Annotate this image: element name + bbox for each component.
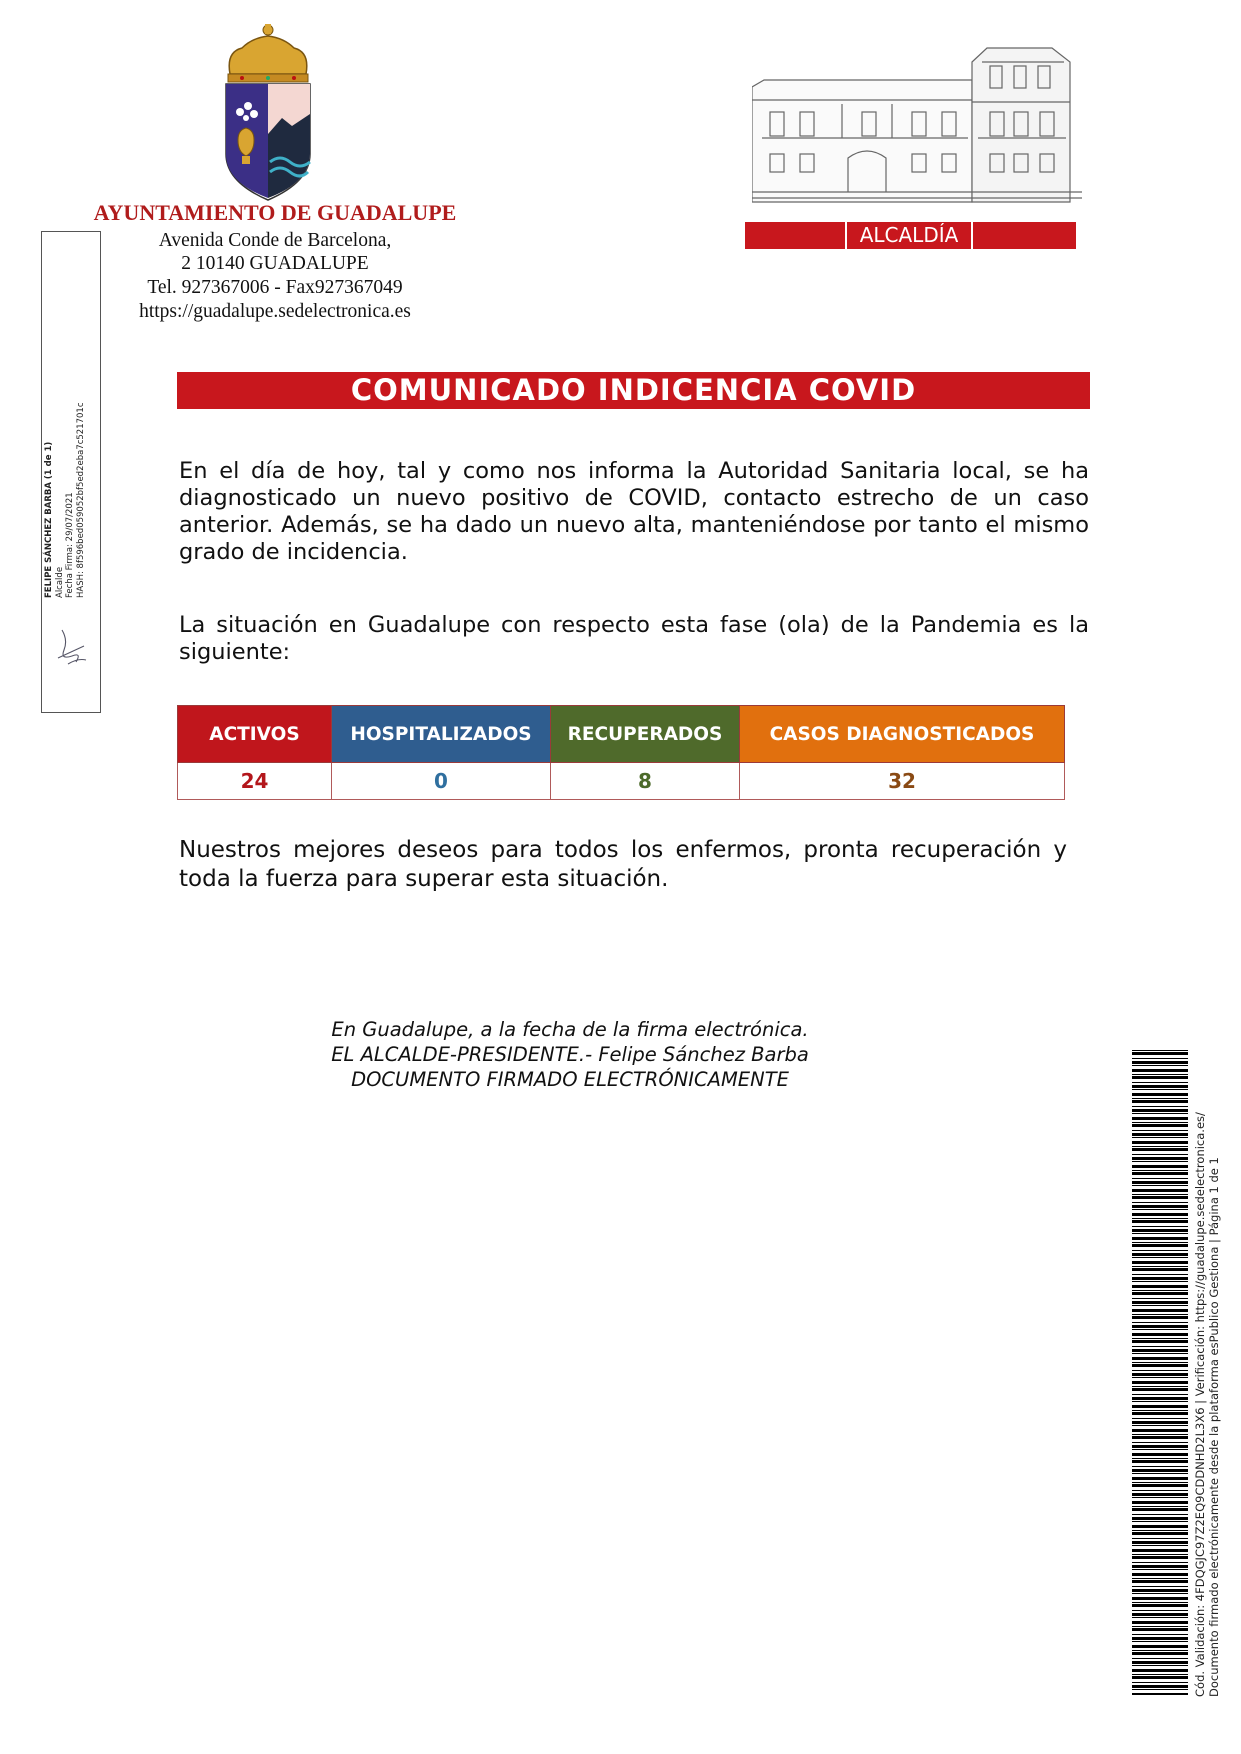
department-label: ALCALDÍA <box>845 222 973 249</box>
covid-stats-table <box>177 705 1065 800</box>
closing-paragraph: Nuestros mejores deseos para todos los enfermos, pronta recuperación y toda la fuerza para superar esta situación. <box>179 837 1067 892</box>
intro-paragraph: En el día de hoy, tal y como nos informa la Autoridad Sanitaria local, se ha diagnosticado un nuevo positivo de COVID, contacto estrecho de un caso anterior. Además, se ha dado un nuevo alta, manteniéndose por tanto el mismo grado de incidencia. <box>179 458 1089 565</box>
footer-place-date: En Guadalupe, a la fecha de la firma electrónica. <box>331 1018 809 1041</box>
value-hospitalizados: 0 <box>332 763 551 800</box>
coat-of-arms-icon <box>222 22 314 204</box>
verification-platform: Documento firmado electrónicamente desde la plataforma esPublico Gestiona | Página 1 de 1 <box>1207 1157 1221 1697</box>
website-link[interactable]: https://guadalupe.sedelectronica.es <box>139 301 411 322</box>
signer-name: FELIPE SÁNCHEZ BARBA (1 de 1) <box>44 441 54 598</box>
verification-code: Cód. Validación: 4FDQGJC97Z2EQ9CDDNHD2L3X6 | Verificación: https://guadalupe.sedelectronica.es/ <box>1193 1112 1207 1697</box>
footer-signatory: EL ALCALDE-PRESIDENTE.- Felipe Sánchez Barba <box>331 1043 809 1066</box>
address-line-2: 2 10140 GUADALUPE <box>181 253 369 274</box>
signer-role: Alcalde <box>54 566 65 598</box>
town-hall-building-icon <box>752 42 1082 204</box>
header-recuperados: RECUPERADOS <box>551 706 740 763</box>
document-title: COMUNICADO INDICENCIA COVID <box>177 372 1090 409</box>
header-activos: ACTIVOS <box>178 706 332 763</box>
situation-paragraph: La situación en Guadalupe con respecto esta fase (ola) de la Pandemia es la siguiente: <box>179 612 1089 665</box>
phone-fax: Tel. 927367006 - Fax927367049 <box>147 277 403 298</box>
header-casos-diagnosticados: CASOS DIAGNOSTICADOS <box>740 706 1065 763</box>
footer-signed-notice: DOCUMENTO FIRMADO ELECTRÓNICAMENTE <box>351 1068 789 1091</box>
signature-hash: HASH: 8f596bed059052bf5ed2eba7c521701c <box>75 402 86 598</box>
value-casos-diagnosticados: 32 <box>740 763 1065 800</box>
value-recuperados: 8 <box>551 763 740 800</box>
signature-details <box>44 368 86 598</box>
address-line-1: Avenida Conde de Barcelona, <box>158 230 392 251</box>
signature-date: Fecha Firma: 29/07/2021 <box>65 492 75 598</box>
barcode-icon <box>1132 1050 1188 1695</box>
stats-header-row <box>178 706 1065 763</box>
handwritten-signature-icon <box>54 626 90 668</box>
header-hospitalizados: HOSPITALIZADOS <box>332 706 551 763</box>
verification-text <box>1193 1112 1221 1697</box>
stats-value-row <box>178 763 1065 800</box>
organization-name: AYUNTAMIENTO DE GUADALUPE <box>93 200 457 225</box>
value-activos: 24 <box>178 763 332 800</box>
